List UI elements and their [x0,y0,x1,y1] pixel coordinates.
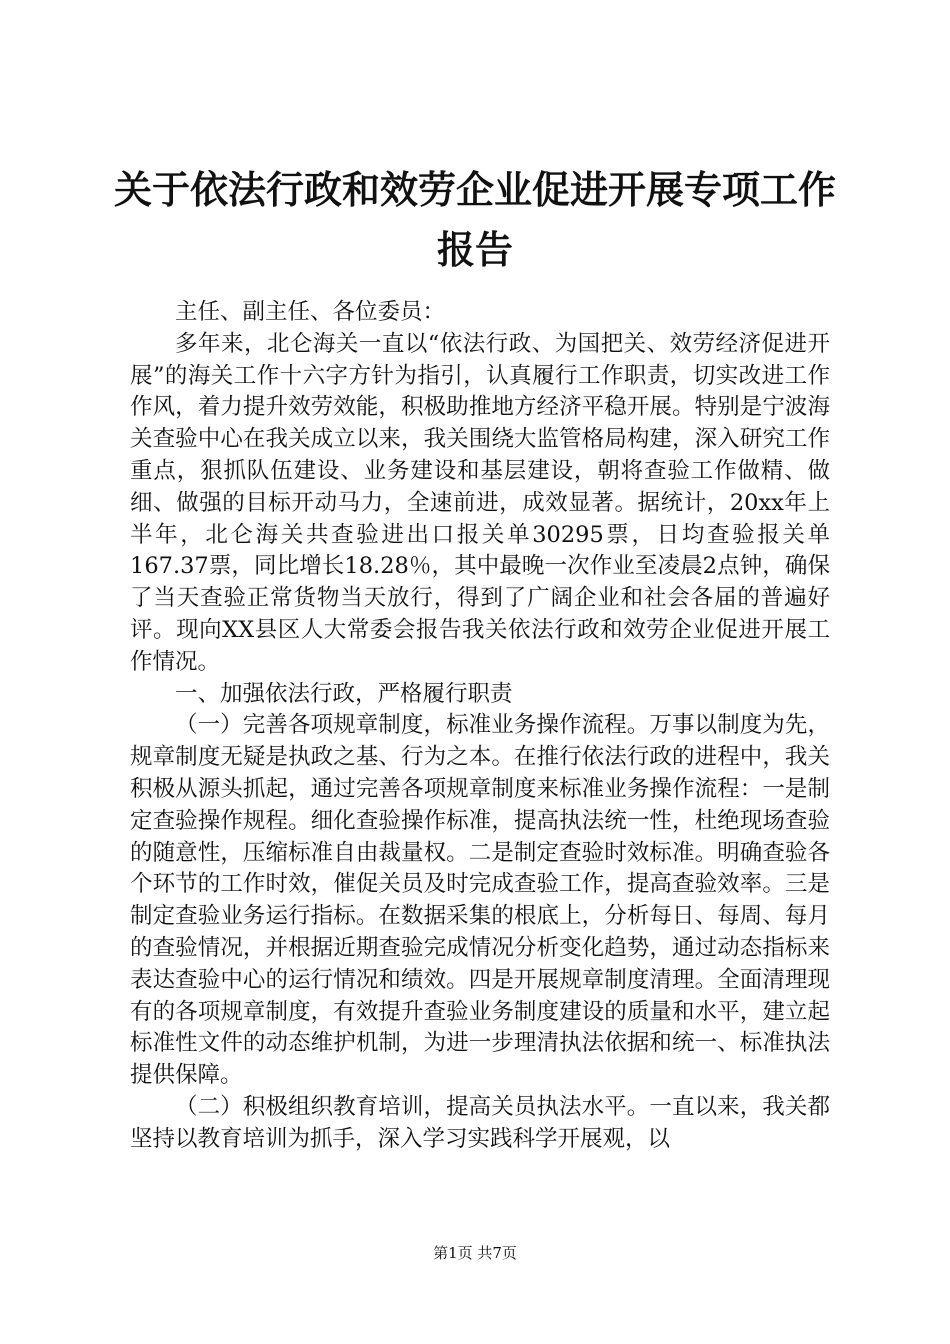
document-title: 关于依法行政和效劳企业促进开展专项工作报告 [113,168,836,272]
subsection-paragraph-2: （二）积极组织教育培训，提高关员执法水平。一直以来，我关都坚持以教育培训为抓手，深入学习实践科学开展观，以 [130,1093,830,1152]
page-footer: 第1页 共7页 [433,1244,517,1262]
section-heading: 一、加强依法行政，严格履行职责 [175,680,513,707]
intro-paragraph: 多年来，北仑海关一直以“依法行政、为国把关、效劳经济促进开展”的海关工作十六字方针为指引，认真履行工作职责，切实改进工作作风，着力提升效劳效能，积极助推地方经济平稳开展。特别是宁波海关查验中心在我关成立以来，我关围绕大监管格局构建，深入研究工作重点，狠抓队伍建设、业务建设和基层建设，朝将查验工作做精、做细、做强的目标开动马力，全速前进，成效显著。据统计，20xx年上半年，北仑海关共查验进出口报关单30295票，日均查验报关单167.37票，同比增长18.28％，其中最晚一次作业至凌晨2点钟，确保了当天查验正常货物当天放行，得到了广阔企业和社会各届的普遍好评。现向XX县区人大常委会报告我关依法行政和效劳企业促进开展工作情况。 [130,330,830,675]
document-body [130,297,830,1156]
salutation-paragraph: 主任、副主任、各位委员： [175,299,446,325]
subsection-paragraph-1: （一）完善各项规章制度，标准业务操作流程。万事以制度为先，规章制度无疑是执政之基、行为之本。在推行依法行政的进程中，我关积极从源头抓起，通过完善各项规章制度来标准业务操作流程：一是制定查验操作规程。细化查验操作标准，提高执法统一性，杜绝现场查验的随意性，压缩标准自由裁量权。二是制定查验时效标准。明确查验各个环节的工作时效，催促关员及时完成查验工作，提高查验效率。三是制定查验业务运行指标。在数据采集的根底上，分析每日、每周、每月的查验情况，并根据近期查验完成情况分析变化趋势，通过动态指标来表达查验中心的运行情况和绩效。四是开展规章制度清理。全面清理现有的各项规章制度，有效提升查验业务制度建设的质量和水平，建立起标准性文件的动态维护机制，为进一步理清执法依据和统一、标准执法提供保障。 [130,712,830,1089]
